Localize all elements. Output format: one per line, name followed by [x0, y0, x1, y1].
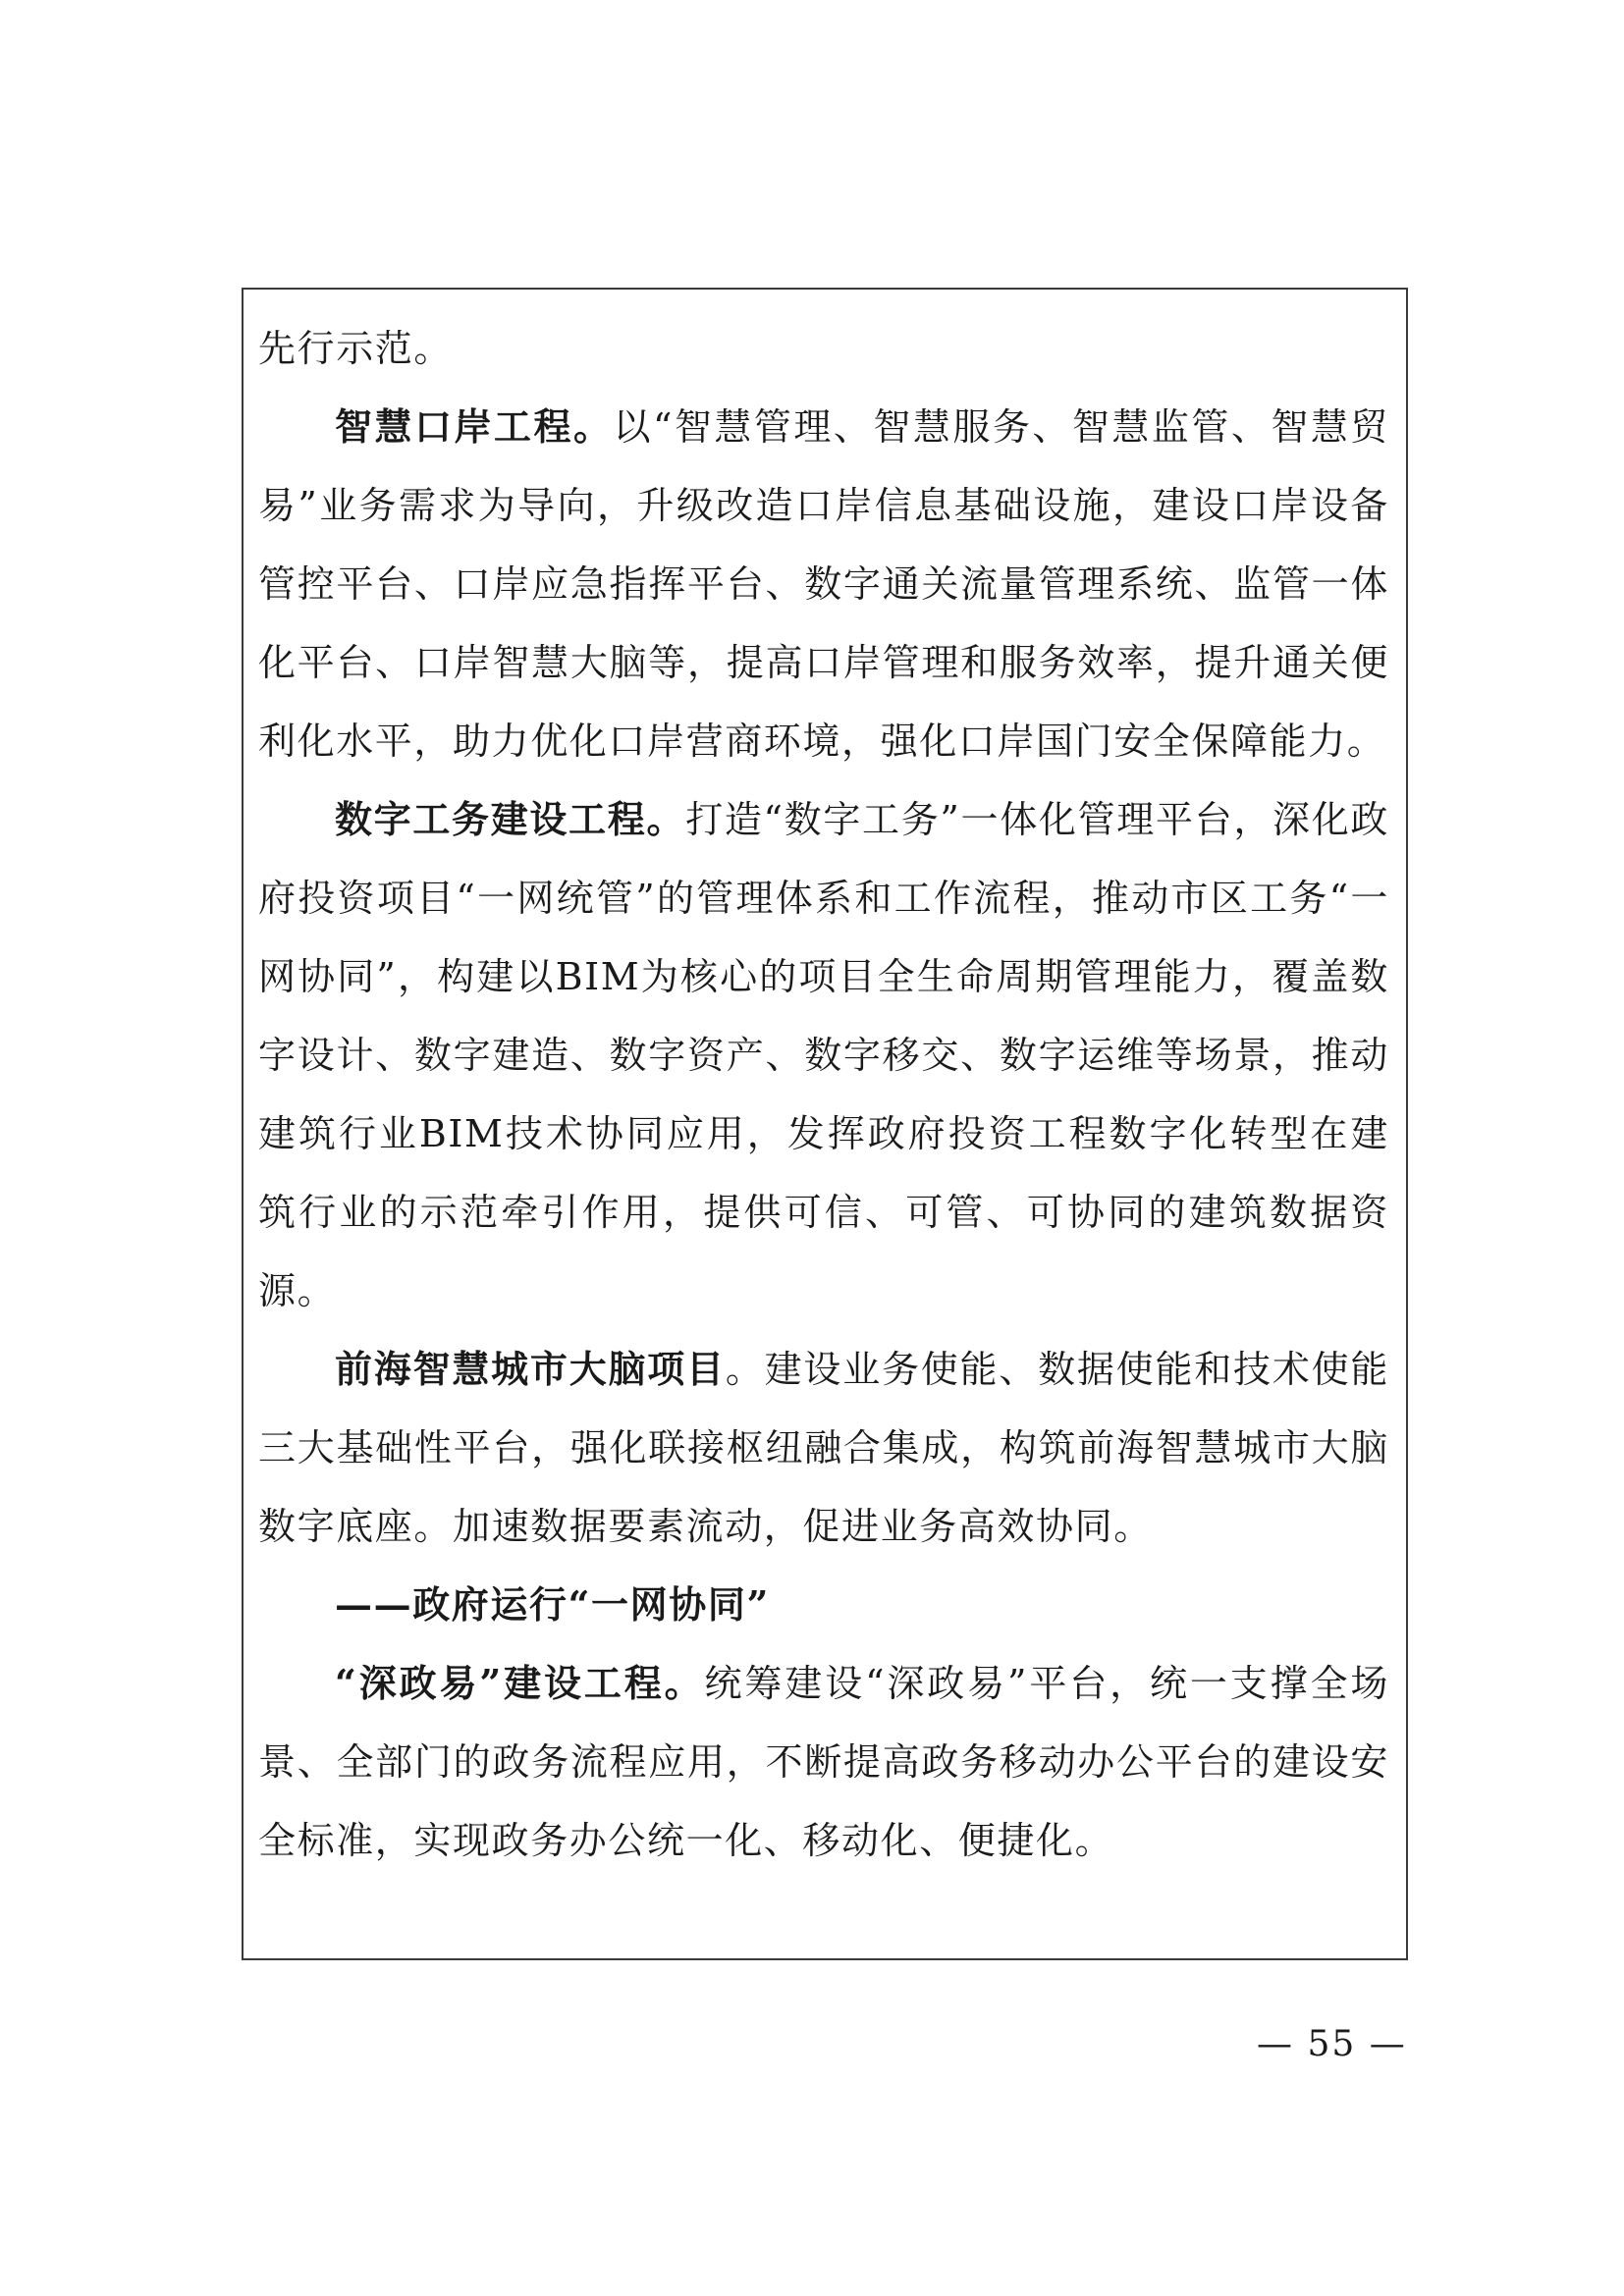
paragraph-body: 统筹建设“深政易”平台，统一支撑全场景、全部门的政务流程应用，不断提高政务移动办公平台的建设安全标准，实现政务办公统一化、移动化、便捷化。 — [258, 1662, 1390, 1862]
paragraph-shenzhengyi — [258, 1644, 1389, 1880]
subheading-text: ——政府运行“一网协同” — [335, 1582, 770, 1627]
bordered-text-box — [242, 288, 1408, 1960]
paragraph-continuation — [258, 309, 1389, 388]
paragraph-digital-works — [258, 780, 1389, 1330]
paragraph-qianhai-brain — [258, 1330, 1389, 1566]
paragraph-body: 先行示范。 — [258, 327, 454, 370]
paragraph-heading: “深政易”建设工程。 — [335, 1661, 705, 1705]
box-content — [258, 309, 1389, 1880]
section-subheading — [258, 1566, 1389, 1644]
paragraph-heading: 数字工务建设工程。 — [335, 797, 686, 841]
paragraph-body: 以“智慧管理、智慧服务、智慧监管、智慧贸易”业务需求为导向，升级改造口岸信息基础设施，建设口岸设备管控平台、口岸应急指挥平台、数字通关流量管理系统、监管一体化平台、口岸智慧大脑等，提高口岸管理和服务效率，提升通关便利化水平，助力优化口岸营商环境，强化口岸国门安全保障能力。 — [258, 405, 1389, 763]
paragraph-heading: 智慧口岸工程。 — [335, 404, 614, 449]
paragraph-heading: 前海智慧城市大脑项目 — [335, 1347, 726, 1391]
paragraph-body: 。建设业务使能、数据使能和技术使能三大基础性平台，强化联接枢纽融合集成，构筑前海智慧城市大脑数字底座。加速数据要素流动，促进业务高效协同。 — [258, 1348, 1389, 1548]
paragraph-smart-port — [258, 388, 1389, 780]
page-number: — 55 — — [1257, 2024, 1407, 2064]
paragraph-body: 打造“数字工务”一体化管理平台，深化政府投资项目“一网统管”的管理体系和工作流程，推动市区工务“一网协同”，构建以BIM为核心的项目全生命周期管理能力，覆盖数字设计、数字建造、数字资产、数字移交、数字运维等场景，推动建筑行业BIM技术协同应用，发挥政府投资工程数字化转型在建筑行业的示范牵引作用，提供可信、可管、可协同的建筑数据资源。 — [258, 798, 1389, 1312]
